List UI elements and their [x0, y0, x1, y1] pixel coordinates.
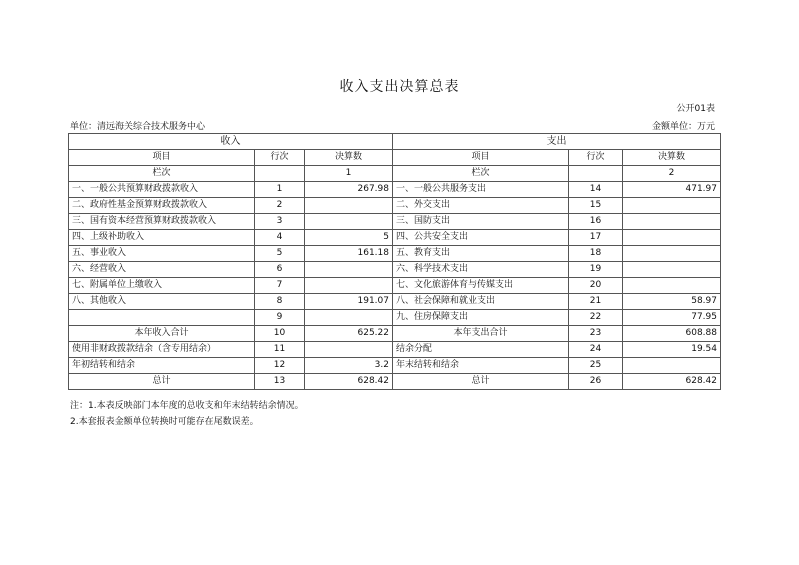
expense-item-cell: 八、社会保障和就业支出 [393, 294, 569, 310]
income-amount-cell [305, 342, 393, 358]
empty-cell [569, 166, 623, 182]
expense-item-header: 项目 [393, 150, 569, 166]
table-row [69, 230, 721, 246]
empty-cell [255, 166, 305, 182]
expense-item-cell: 结余分配 [393, 342, 569, 358]
expense-rowno-cell: 17 [569, 230, 623, 246]
income-rowno-cell: 9 [255, 310, 305, 326]
expense-rowno-cell: 26 [569, 374, 623, 390]
income-rowno-cell: 4 [255, 230, 305, 246]
expense-rowno-cell: 21 [569, 294, 623, 310]
expense-header: 支出 [393, 134, 721, 150]
table-row [69, 214, 721, 230]
income-item-cell: 总计 [69, 374, 255, 390]
expense-amount-cell: 19.54 [623, 342, 721, 358]
income-amount-cell: 625.22 [305, 326, 393, 342]
expense-rowno-cell: 18 [569, 246, 623, 262]
income-item-cell: 四、上级补助收入 [69, 230, 255, 246]
expense-amount-cell: 58.97 [623, 294, 721, 310]
expense-amount-cell [623, 230, 721, 246]
expense-column-index: 2 [623, 166, 721, 182]
income-amount-cell [305, 262, 393, 278]
expense-item-cell: 二、外交支出 [393, 198, 569, 214]
expense-rowno-cell: 20 [569, 278, 623, 294]
table-row [69, 262, 721, 278]
expense-item-cell: 一、一般公共服务支出 [393, 182, 569, 198]
income-amount-cell: 628.42 [305, 374, 393, 390]
income-rowno-cell: 6 [255, 262, 305, 278]
expense-item-cell: 六、科学技术支出 [393, 262, 569, 278]
income-amount-cell [305, 278, 393, 294]
income-rowno-header: 行次 [255, 150, 305, 166]
income-item-cell: 本年收入合计 [69, 326, 255, 342]
income-item-cell: 五、事业收入 [69, 246, 255, 262]
note-2: 2.本套报表金额单位转换时可能存在尾数误差。 [70, 417, 259, 427]
income-column-label: 栏次 [69, 166, 255, 182]
income-rowno-cell: 12 [255, 358, 305, 374]
expense-amount-cell: 77.95 [623, 310, 721, 326]
table-row [69, 310, 721, 326]
income-rowno-cell: 1 [255, 182, 305, 198]
income-item-cell: 三、国有资本经营预算财政拨款收入 [69, 214, 255, 230]
income-amount-cell [305, 198, 393, 214]
income-amount-cell [305, 310, 393, 326]
income-item-cell: 八、其他收入 [69, 294, 255, 310]
expense-item-cell: 本年支出合计 [393, 326, 569, 342]
expense-amount-cell: 471.97 [623, 182, 721, 198]
expense-rowno-cell: 22 [569, 310, 623, 326]
table-row [69, 294, 721, 310]
expense-item-cell: 七、文化旅游体育与传媒支出 [393, 278, 569, 294]
unit-label: 单位：清远海关综合技术服务中心 [70, 122, 206, 132]
income-item-cell: 一、一般公共预算财政拨款收入 [69, 182, 255, 198]
income-item-cell: 二、政府性基金预算财政拨款收入 [69, 198, 255, 214]
income-item-cell: 七、附属单位上缴收入 [69, 278, 255, 294]
expense-rowno-cell: 25 [569, 358, 623, 374]
table-row [69, 246, 721, 262]
column-header-row [69, 150, 721, 166]
income-rowno-cell: 10 [255, 326, 305, 342]
expense-item-cell: 总计 [393, 374, 569, 390]
income-column-index: 1 [305, 166, 393, 182]
table-row [69, 358, 721, 374]
income-rowno-cell: 3 [255, 214, 305, 230]
expense-amount-cell [623, 214, 721, 230]
expense-amount-cell: 608.88 [623, 326, 721, 342]
table-row [69, 182, 721, 198]
table-row [69, 278, 721, 294]
income-rowno-cell: 5 [255, 246, 305, 262]
income-amount-cell: 5 [305, 230, 393, 246]
page-title: 收入支出决算总表 [339, 79, 460, 95]
income-amount-cell: 161.18 [305, 246, 393, 262]
income-rowno-cell: 11 [255, 342, 305, 358]
section-header-row [69, 134, 721, 150]
note-1: 注：1.本表反映部门本年度的总收支和年末结转结余情况。 [70, 401, 304, 411]
income-item-cell: 六、经营收入 [69, 262, 255, 278]
income-amount-header: 决算数 [305, 150, 393, 166]
expense-item-cell: 五、教育支出 [393, 246, 569, 262]
income-rowno-cell: 7 [255, 278, 305, 294]
income-rowno-cell: 8 [255, 294, 305, 310]
expense-rowno-header: 行次 [569, 150, 623, 166]
income-amount-cell: 191.07 [305, 294, 393, 310]
income-header: 收入 [69, 134, 393, 150]
expense-amount-cell [623, 262, 721, 278]
expense-column-label: 栏次 [393, 166, 569, 182]
expense-item-cell: 三、国防支出 [393, 214, 569, 230]
summary-table [68, 133, 721, 390]
expense-item-cell: 年末结转和结余 [393, 358, 569, 374]
notes [70, 398, 304, 430]
income-item-cell [69, 310, 255, 326]
expense-rowno-cell: 24 [569, 342, 623, 358]
expense-rowno-cell: 14 [569, 182, 623, 198]
expense-item-cell: 四、公共安全支出 [393, 230, 569, 246]
income-rowno-cell: 2 [255, 198, 305, 214]
expense-amount-cell [623, 358, 721, 374]
table-row [69, 342, 721, 358]
expense-amount-cell [623, 246, 721, 262]
form-number: 公开01表 [676, 104, 715, 114]
table-row [69, 198, 721, 214]
income-amount-cell: 267.98 [305, 182, 393, 198]
income-amount-cell [305, 214, 393, 230]
income-rowno-cell: 13 [255, 374, 305, 390]
expense-rowno-cell: 19 [569, 262, 623, 278]
expense-item-cell: 九、住房保障支出 [393, 310, 569, 326]
column-index-row [69, 166, 721, 182]
income-item-header: 项目 [69, 150, 255, 166]
table-row [69, 326, 721, 342]
expense-amount-header: 决算数 [623, 150, 721, 166]
expense-amount-cell [623, 278, 721, 294]
expense-rowno-cell: 16 [569, 214, 623, 230]
expense-rowno-cell: 15 [569, 198, 623, 214]
expense-amount-cell: 628.42 [623, 374, 721, 390]
expense-amount-cell [623, 198, 721, 214]
expense-rowno-cell: 23 [569, 326, 623, 342]
table-row [69, 374, 721, 390]
money-unit: 金额单位：万元 [651, 122, 715, 132]
income-item-cell: 使用非财政拨款结余（含专用结余） [69, 342, 255, 358]
income-amount-cell: 3.2 [305, 358, 393, 374]
income-item-cell: 年初结转和结余 [69, 358, 255, 374]
